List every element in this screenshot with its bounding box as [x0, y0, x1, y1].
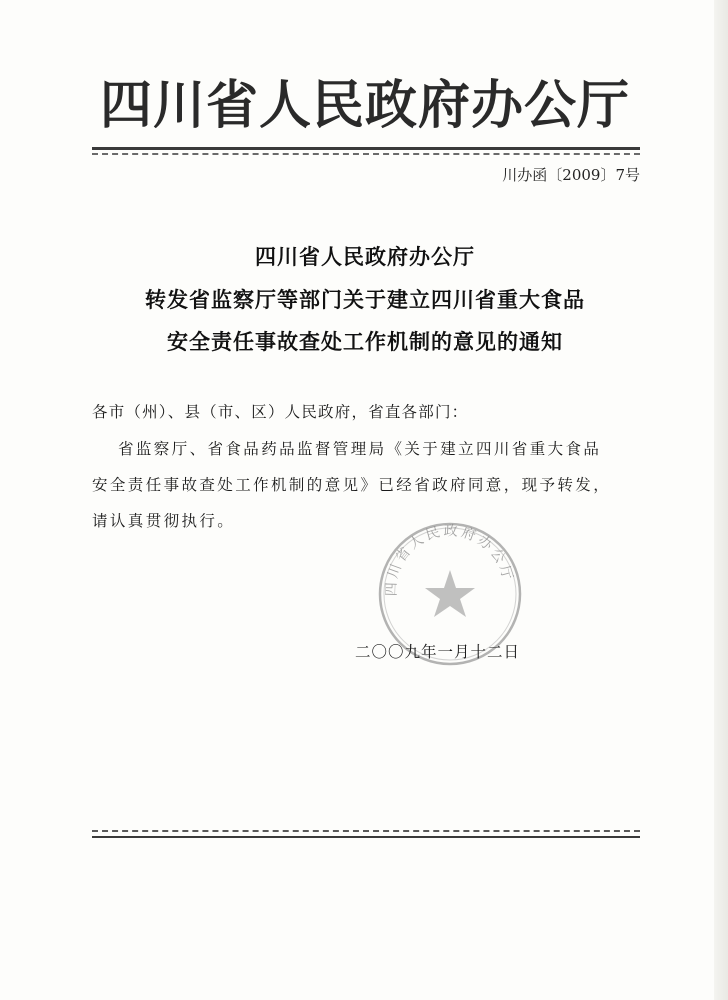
title-line-2: 转发省监察厅等部门关于建立四川省重大食品	[145, 288, 585, 312]
body-line-1: 省监察厅、省食品药品监督管理局《关于建立四川省重大食品	[118, 440, 602, 458]
document-number: 川办函〔2009〕7号	[502, 166, 640, 184]
footer-rule	[92, 836, 640, 838]
letterhead-title: 四川省人民政府办公厅	[100, 75, 631, 136]
body-line-2: 安全责任事故查处工作机制的意见》已经省政府同意，现予转发，	[92, 476, 612, 494]
header-rule-dashed	[92, 153, 640, 155]
title-line-1: 四川省人民政府办公厅	[255, 245, 475, 269]
title-line-3: 安全责任事故查处工作机制的意见的通知	[167, 330, 563, 354]
footer-rule-dashed	[92, 830, 640, 832]
body-line-3: 请认真贯彻执行。	[92, 512, 236, 530]
seal-text-path: 四川省人民政府办公厅	[383, 523, 516, 597]
scan-edge	[714, 0, 728, 1000]
salutation: 各市（州）、县（市、区）人民政府，省直各部门：	[92, 403, 469, 421]
seal-star-icon	[425, 570, 475, 617]
header-rule	[92, 147, 640, 150]
issue-date: 二〇〇九年一月十二日	[355, 643, 521, 661]
